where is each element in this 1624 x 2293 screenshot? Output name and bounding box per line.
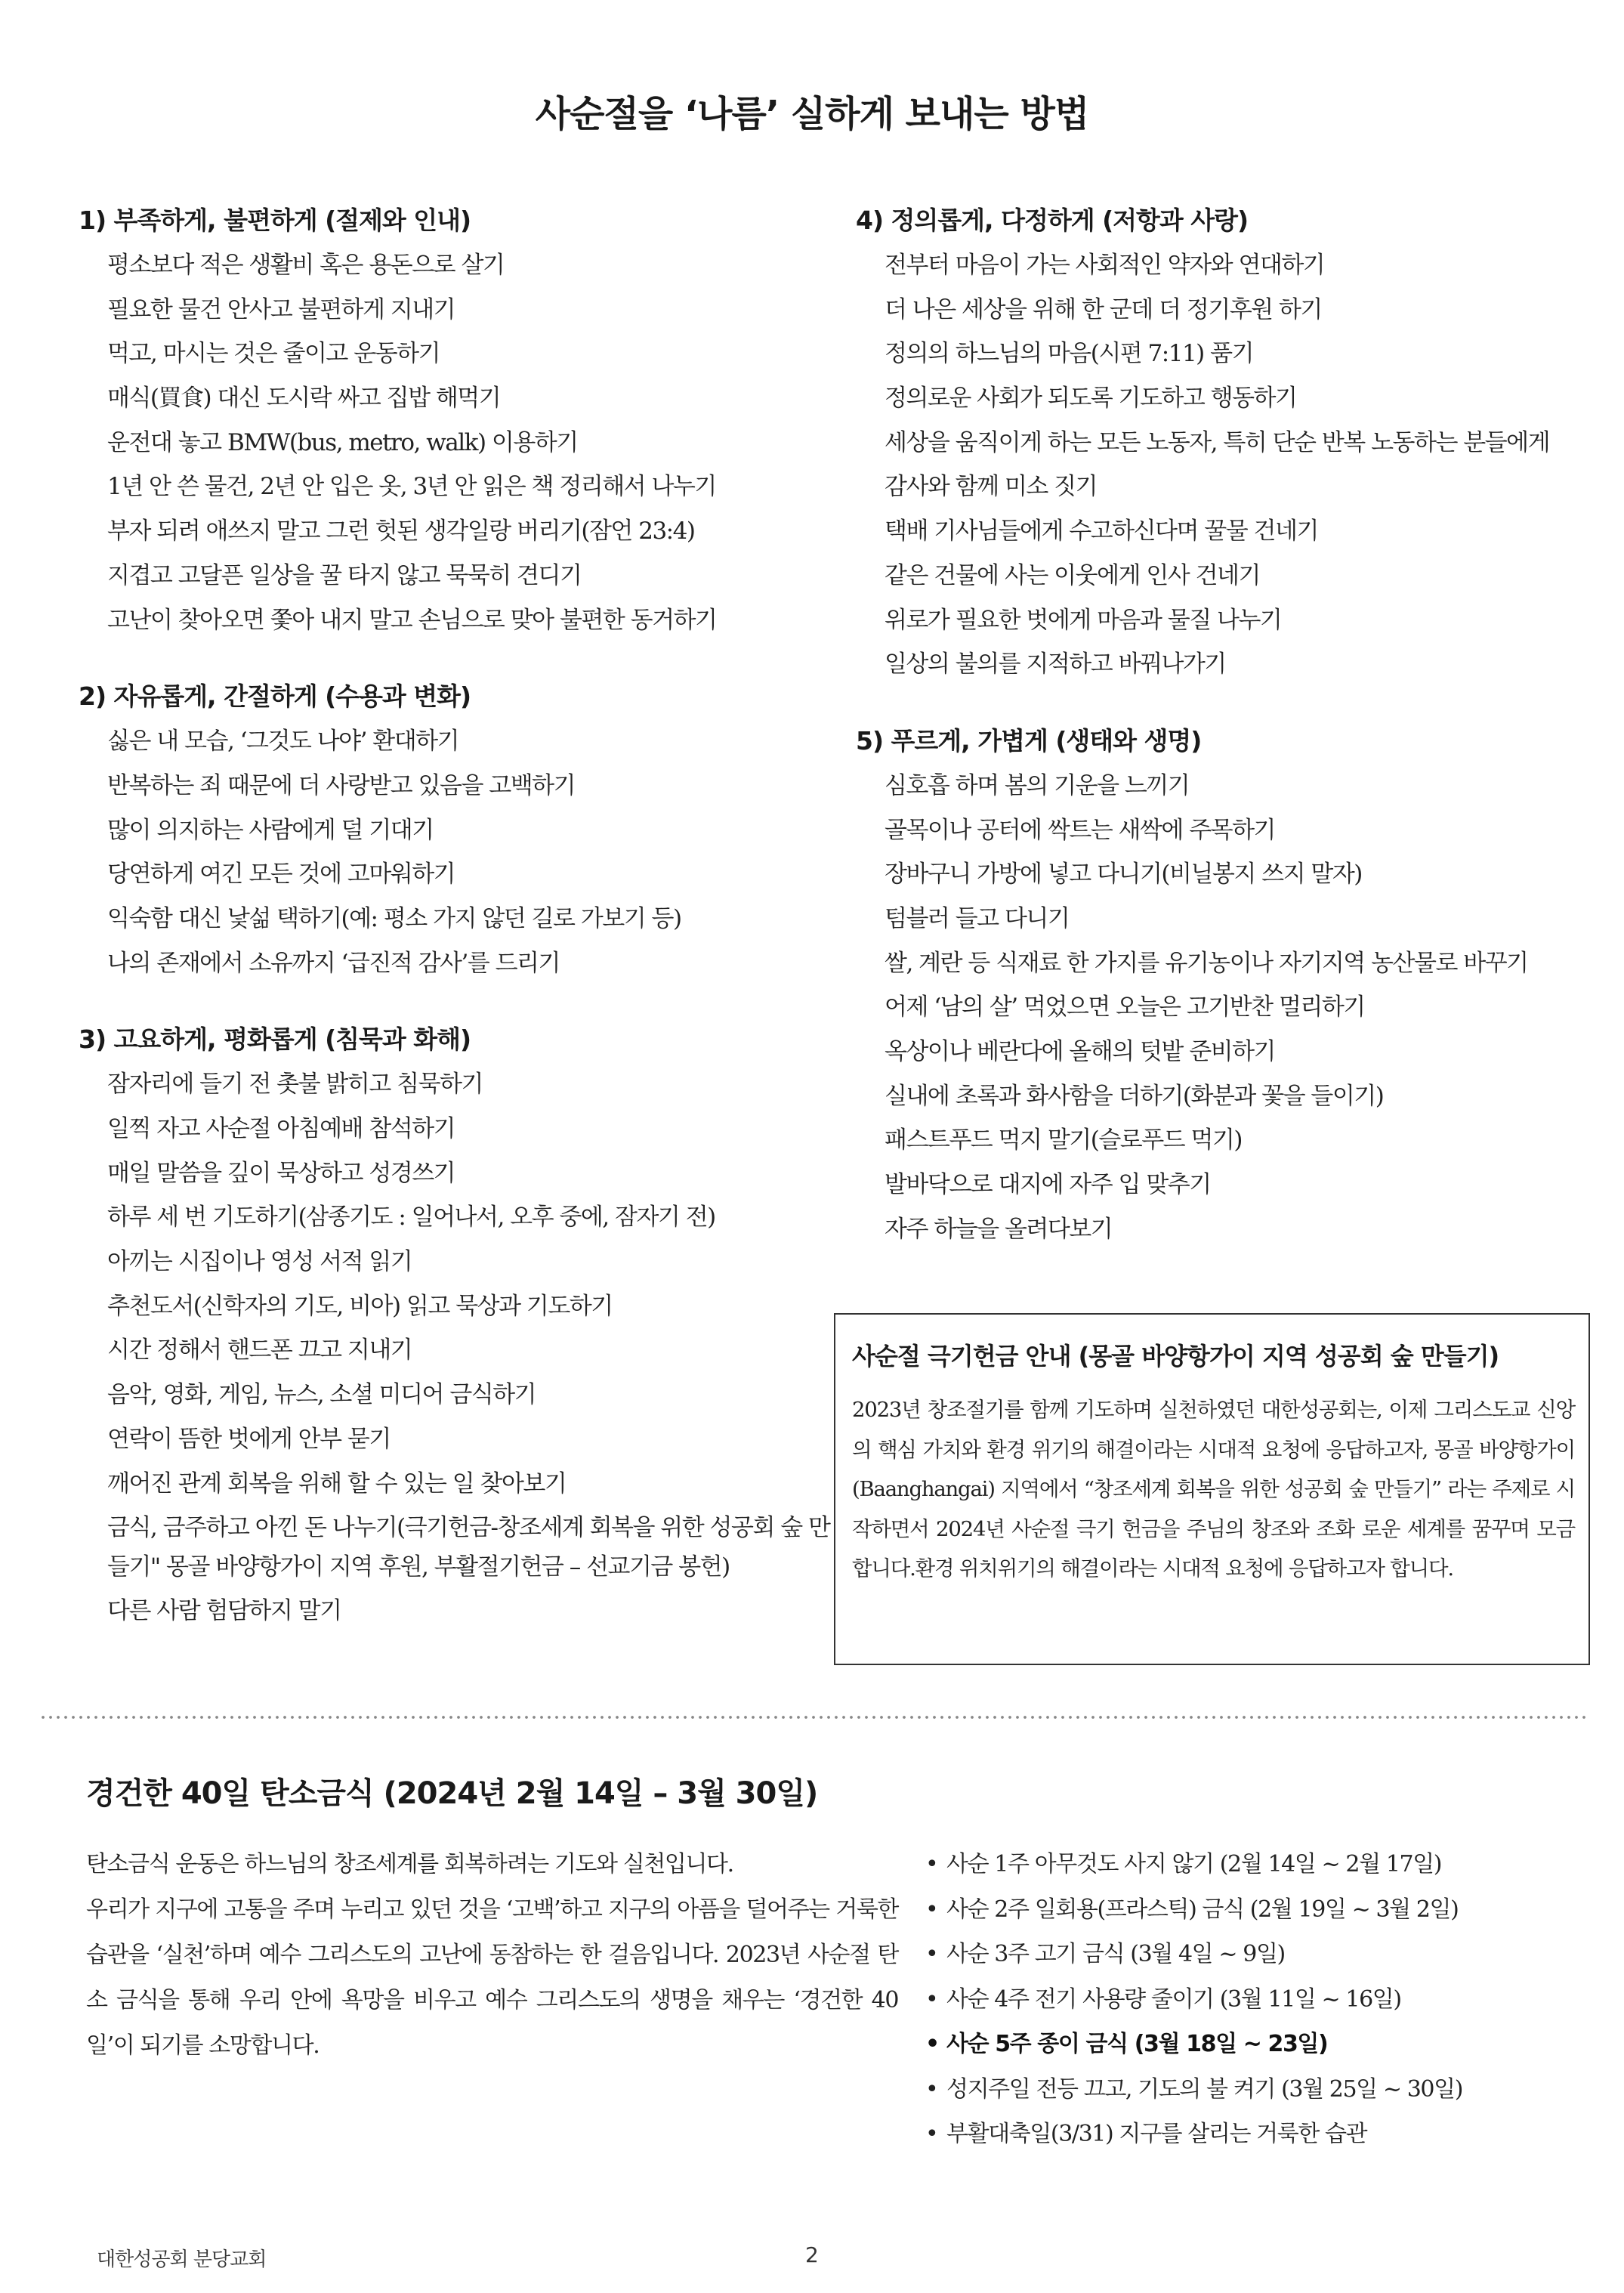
list-item: 익숙함 대신 낯섦 택하기(예: 평소 가지 않던 길로 가보기 등) bbox=[107, 904, 681, 932]
carbon-fast-description bbox=[86, 1842, 898, 2069]
list-item: 당연하게 여긴 모든 것에 고마워하기 bbox=[107, 861, 455, 888]
left-column bbox=[79, 198, 834, 1665]
list-item: 1년 안 쓴 물건, 2년 안 입은 옷, 3년 안 읽은 책 정리해서 나누기 bbox=[107, 473, 716, 501]
list-item: 일찍 자고 사순절 아침예배 참석하기 bbox=[107, 1115, 455, 1142]
section-heading: 5) 푸르게, 가볍게 (생태와 생명) bbox=[856, 725, 1202, 756]
list-item: 정의로운 사회가 되도록 기도하고 행동하기 bbox=[885, 385, 1297, 413]
list-item: 실내에 초록과 화사함을 더하기(화분과 꽃을 들이기) bbox=[885, 1082, 1384, 1110]
week-item: • 사순 1주 아무것도 사지 않기 (2월 14일 ~ 2월 17일) bbox=[925, 1842, 1598, 1887]
list-item: 위로가 필요한 벗에게 마음과 물질 나누기 bbox=[885, 606, 1282, 634]
item-list bbox=[856, 243, 1611, 687]
item-list bbox=[79, 719, 834, 985]
carbon-fast-weeks bbox=[925, 1842, 1598, 2157]
list-item: 심호흡 하며 봄의 기운을 느끼기 bbox=[885, 771, 1190, 799]
carbon-fast-title: 경건한 40일 탄소금식 (2024년 2월 14일 – 3월 30일) bbox=[86, 1776, 818, 1811]
list-item: 운전대 놓고 BMW(bus, metro, walk) 이용하기 bbox=[107, 428, 578, 456]
list-item: 발바닥으로 대지에 자주 입 맞추기 bbox=[885, 1171, 1211, 1199]
section-frugal bbox=[79, 198, 834, 642]
right-column bbox=[856, 198, 1611, 1283]
list-item: 잠자리에 들기 전 촛불 밝히고 침묵하기 bbox=[107, 1071, 483, 1099]
item-list bbox=[79, 1062, 834, 1633]
list-item: 음악, 영화, 게임, 뉴스, 소셜 미디어 금식하기 bbox=[107, 1381, 536, 1409]
list-item: 세상을 움직이게 하는 모든 노동자, 특히 단순 반복 노동하는 분들에게 bbox=[885, 428, 1550, 456]
list-item: 먹고, 마시는 것은 줄이고 운동하기 bbox=[107, 340, 440, 368]
list-item: 자주 하늘을 올려다보기 bbox=[885, 1215, 1113, 1243]
list-item: 일상의 불의를 지적하고 바꿔나가기 bbox=[885, 651, 1226, 678]
section-justice bbox=[856, 198, 1611, 687]
section-freedom bbox=[79, 674, 834, 985]
list-item: 옥상이나 베란다에 올해의 텃밭 준비하기 bbox=[885, 1038, 1275, 1065]
week-item: • 부활대축일(3/31) 지구를 살리는 거룩한 습관 bbox=[925, 2112, 1598, 2157]
list-item: 어제 ‘남의 살’ 먹었으면 오늘은 고기반찬 멀리하기 bbox=[885, 994, 1365, 1021]
week-item: • 사순 2주 일회용(프라스틱) 금식 (2월 19일 ~ 3월 2일) bbox=[925, 1887, 1598, 1933]
list-item: 택배 기사님들에게 수고하신다며 꿀물 건네기 bbox=[885, 518, 1318, 545]
list-item: 다른 사람 험담하지 말기 bbox=[107, 1597, 341, 1625]
list-item: 평소보다 적은 생활비 혹은 용돈으로 살기 bbox=[107, 252, 505, 279]
list-item: 추천도서(신학자의 기도, 비아) 읽고 묵상과 기도하기 bbox=[107, 1292, 613, 1320]
list-item: 연락이 뜸한 벗에게 안부 묻기 bbox=[107, 1425, 391, 1453]
section-ecology bbox=[856, 718, 1611, 1252]
list-item: 매일 말씀을 깊이 묵상하고 성경쓰기 bbox=[107, 1159, 455, 1187]
list-item: 깨어진 관계 회복을 위해 할 수 있는 일 찾아보기 bbox=[107, 1469, 567, 1497]
item-list bbox=[79, 243, 834, 642]
list-item: 패스트푸드 먹지 말기(슬로푸드 먹기) bbox=[885, 1126, 1242, 1154]
page-title: 사순절을 ‘나름’ 실하게 보내는 방법 bbox=[535, 93, 1089, 135]
list-item: 쌀, 계란 등 식재료 한 가지를 유기농이나 자기지역 농산물로 바꾸기 bbox=[885, 949, 1528, 977]
list-item: 같은 건물에 사는 이웃에게 인사 건네기 bbox=[885, 561, 1260, 589]
list-item: 반복하는 죄 때문에 더 사랑받고 있음을 고백하기 bbox=[107, 771, 576, 799]
list-item: 필요한 물건 안사고 불편하게 지내기 bbox=[107, 295, 455, 323]
week-item-current: • 사순 5주 종이 금식 (3월 18일 ~ 23일) bbox=[925, 2022, 1598, 2067]
week-item: • 사순 4주 전기 사용량 줄이기 (3월 11일 ~ 16일) bbox=[925, 1977, 1598, 2023]
section-heading: 4) 정의롭게, 다정하게 (저항과 사랑) bbox=[856, 206, 1249, 235]
list-item: 많이 의지하는 사람에게 덜 기대기 bbox=[107, 816, 434, 844]
section-heading: 1) 부족하게, 불편하게 (절제와 인내) bbox=[79, 206, 471, 235]
item-list bbox=[856, 764, 1611, 1252]
list-item: 전부터 마음이 가는 사회적인 약자와 연대하기 bbox=[885, 252, 1325, 279]
list-item: 나의 존재에서 소유까지 ‘급진적 감사’를 드리기 bbox=[107, 949, 560, 977]
list-item: 감사와 함께 미소 짓기 bbox=[885, 473, 1098, 501]
list-item: 정의의 하느님의 마음(시편 7:11) 품기 bbox=[885, 340, 1254, 368]
list-item: 시간 정해서 핸드폰 끄고 지내기 bbox=[107, 1337, 412, 1364]
list-item: 싫은 내 모습, ‘그것도 나야’ 환대하기 bbox=[107, 728, 459, 756]
dotted-divider bbox=[39, 1713, 1588, 1722]
page-number: 2 bbox=[805, 2242, 819, 2267]
section-heading: 2) 자유롭게, 간절하게 (수용과 변화) bbox=[79, 681, 471, 712]
week-item: • 성지주일 전등 끄고, 기도의 불 켜기 (3월 25일 ~ 30일) bbox=[925, 2067, 1598, 2112]
week-item: • 사순 3주 고기 금식 (3월 4일 ~ 9일) bbox=[925, 1932, 1598, 1977]
list-item: 골목이나 공터에 싹트는 새싹에 주목하기 bbox=[885, 816, 1275, 844]
offering-info-box bbox=[834, 1313, 1590, 1665]
list-item: 아끼는 시집이나 영성 서적 읽기 bbox=[107, 1248, 412, 1276]
list-item: 금식, 금주하고 아낀 돈 나누기(극기헌금-창조세계 회복을 위한 성공회 숲 만들기" 몽골 바양항가이 지역 후원, 부활절기헌금 – 선교기금 봉헌) bbox=[107, 1514, 830, 1581]
list-item: 고난이 찾아오면 쫓아 내지 말고 손님으로 맞아 불편한 동거하기 bbox=[107, 606, 717, 634]
list-item: 부자 되려 애쓰지 말고 그런 헛된 생각일랑 버리기(잠언 23:4) bbox=[107, 518, 695, 545]
list-item: 매식(買食) 대신 도시락 싸고 집밥 해먹기 bbox=[107, 385, 501, 413]
section-heading: 3) 고요하게, 평화롭게 (침묵과 화해) bbox=[79, 1024, 471, 1055]
list-item: 지겹고 고달픈 일상을 꿀 타지 않고 묵묵히 견디기 bbox=[107, 561, 582, 589]
offering-box-title: 사순절 극기헌금 안내 (몽골 바양항가이 지역 성공회 숲 만들기) bbox=[852, 1342, 1499, 1371]
list-item: 장바구니 가방에 넣고 다니기(비닐봉지 쓰지 말자) bbox=[885, 861, 1362, 888]
description-paragraph: 탄소금식 운동은 하느님의 창조세계를 회복하려는 기도와 실천입니다. bbox=[86, 1851, 733, 1877]
list-item: 더 나은 세상을 위해 한 군데 더 정기후원 하기 bbox=[885, 295, 1322, 323]
footer-church-name: 대한성공회 분당교회 bbox=[97, 2248, 267, 2271]
offering-box-body: 2023년 창조절기를 함께 기도하며 실천하였던 대한성공회는, 이제 그리스도교 신앙의 핵심 가치와 환경 위기의 해결이라는 시대적 요청에 응답하고자, 몽골 바양항가이(Baanghangai) 지역에서 “창조세계 회복을 위한 성공회 숲 만들기” 라는 주제로 시작하면서 2024년 사순절 극기 헌금을 주님의 창조와 조화 로운 세계를 꿈꾸며 모금합니다.환경 위치위기의 해결이라는 시대적 요청에 응답하고자 합니다. bbox=[852, 1398, 1575, 1581]
description-paragraph: 우리가 지구에 고통을 주며 누리고 있던 것을 ‘고백’하고 지구의 아픔을 덜어주는 거룩한 습관을 ‘실천’하며 예수 그리스도의 고난에 동참하는 한 걸음입니다. 2023년 사순절 탄소 금식을 통해 우리 안에 욕망을 비우고 예수 그리스도의 생명을 채우는 ‘경건한 40일’이 되기를 소망합니다. bbox=[86, 1896, 898, 2059]
list-item: 텀블러 들고 다니기 bbox=[885, 904, 1070, 932]
section-silence bbox=[79, 1017, 834, 1633]
list-item: 하루 세 번 기도하기(삼종기도 : 일어나서, 오후 중에, 잠자기 전) bbox=[107, 1204, 715, 1231]
